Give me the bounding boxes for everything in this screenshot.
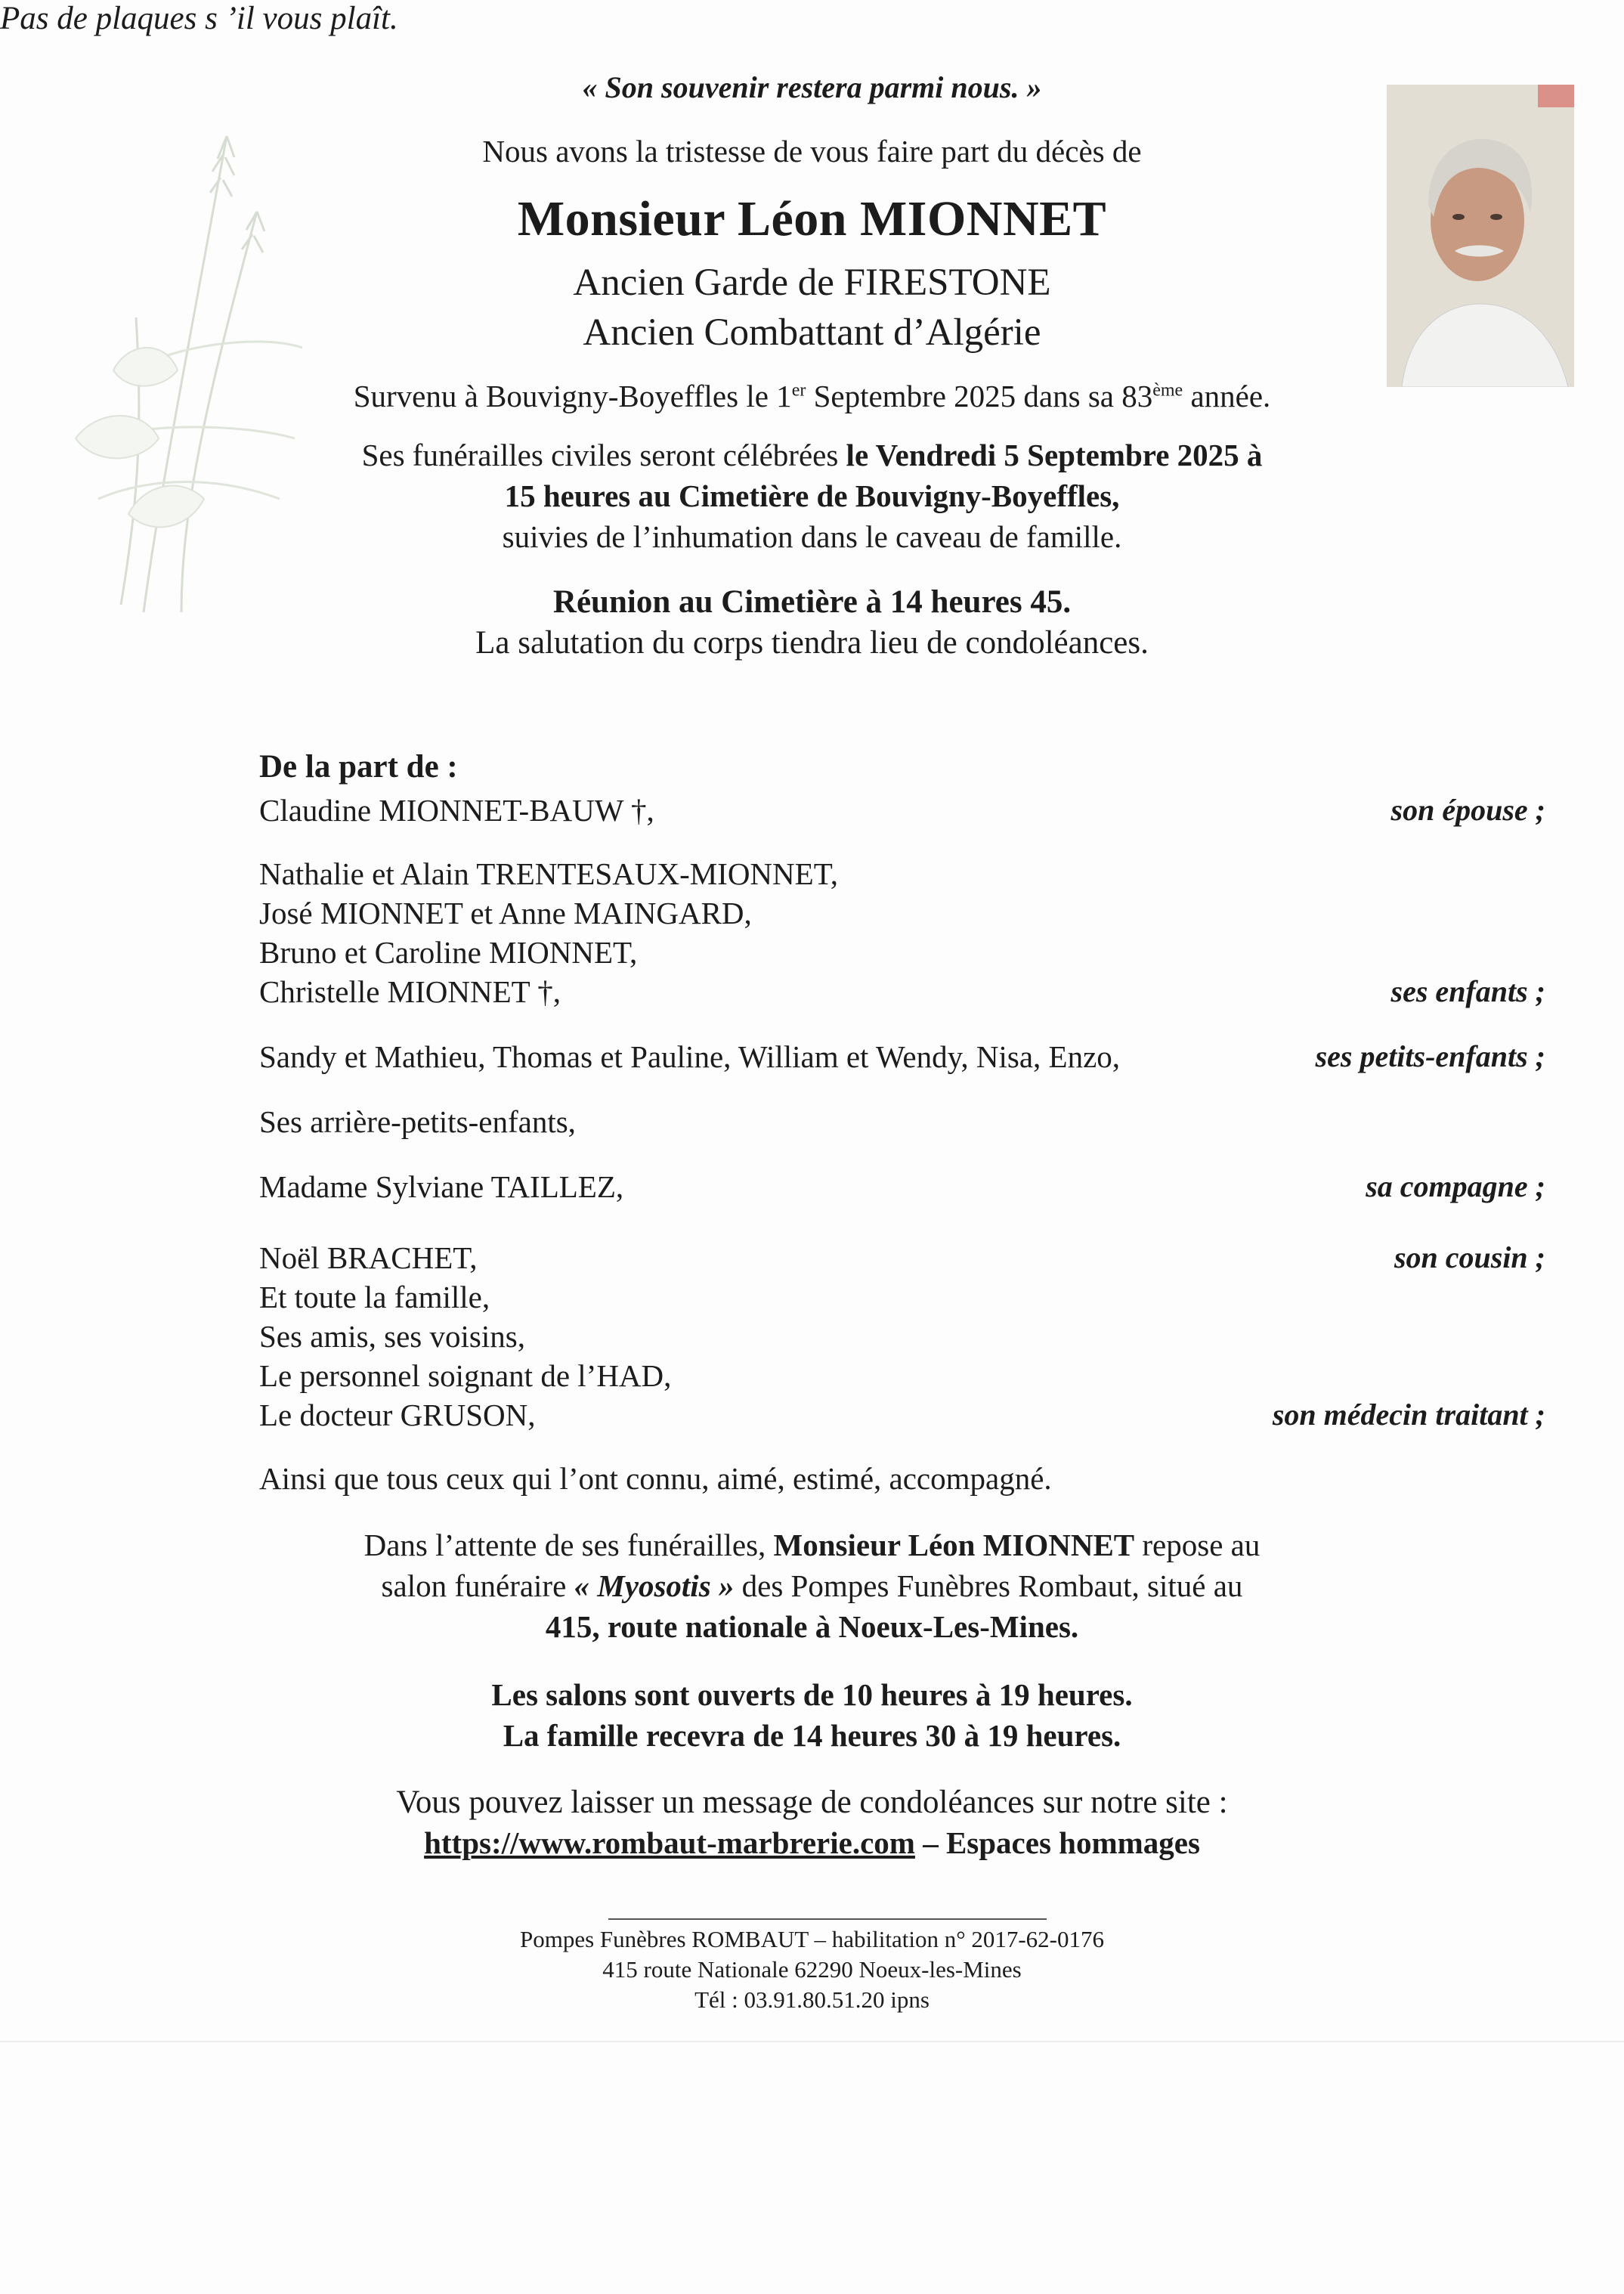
death-sup-1: er — [791, 380, 806, 401]
family-role: son cousin ; — [1394, 1240, 1545, 1274]
condolence-message-intro: Vous pouvez laisser un message de condoléances sur notre site : — [396, 1785, 1228, 1820]
deceased-name: Monsieur Léon MIONNET — [517, 191, 1107, 246]
repose-name: Monsieur Léon MIONNET — [773, 1528, 1135, 1562]
death-text-a: Survenu à Bouvigny-Boyeffles le 1 — [353, 379, 792, 413]
family-line: Le personnel soignant de l’HAD, — [259, 1358, 672, 1393]
scan-edge-divider — [0, 2041, 1624, 2042]
family-line: Claudine MIONNET-BAUW †, — [259, 793, 654, 828]
opening-hours: Les salons sont ouverts de 10 heures à 19 heures. — [491, 1677, 1133, 1712]
family-role: ses petits-enfants ; — [1315, 1039, 1545, 1073]
funeral-line-1 — [0, 437, 1624, 473]
family-line: Noël BRACHET, — [259, 1240, 478, 1275]
condolence-link-line — [0, 1825, 1624, 1861]
funeral-line-1a: Ses funérailles civiles seront célébrées — [361, 438, 846, 472]
family-line: Ainsi que tous ceux qui l’ont connu, aimé, estimé, accompagné. — [259, 1461, 1052, 1496]
family-reception-hours: La famille recevra de 14 heures 30 à 19 heures. — [503, 1718, 1121, 1753]
family-line: Le docteur GRUSON, — [259, 1398, 536, 1432]
reunion-time: Réunion au Cimetière à 14 heures 45. — [552, 584, 1072, 620]
family-line: José MIONNET et Anne MAINGARD, — [259, 896, 752, 930]
deceased-title-2: Ancien Combattant d’Algérie — [583, 311, 1041, 354]
repose-line-1a: Dans l’attente de ses funérailles, — [363, 1528, 774, 1562]
funeral-line-3: suivies de l’inhumation dans le caveau de famille. — [502, 519, 1122, 554]
family-line: Bruno et Caroline MIONNET, — [259, 935, 638, 970]
announcement-intro: Nous avons la tristesse de vous faire part du décès de — [482, 134, 1142, 169]
death-notice — [0, 378, 1624, 414]
family-line: Ses arrière-petits-enfants, — [259, 1104, 576, 1139]
funeral-line-1b: le Vendredi 5 Septembre 2025 à — [846, 438, 1263, 472]
footer-phone: Tél : 03.91.80.51.20 ipns — [694, 1986, 930, 2013]
salon-name: « Myosotis » — [574, 1568, 735, 1603]
hommages-label: – Espaces hommages — [914, 1825, 1200, 1860]
repose-line-2 — [0, 1568, 1624, 1604]
family-line: Ses amis, ses voisins, — [259, 1319, 525, 1354]
repose-line-1c: repose au — [1134, 1528, 1261, 1562]
family-role: sa compagne ; — [1366, 1169, 1545, 1203]
death-sup-2: ème — [1152, 380, 1183, 401]
death-text-c: année. — [1183, 379, 1271, 413]
memorial-quote: « Son souvenir restera parmi nous. » — [582, 70, 1042, 104]
footer-company: Pompes Funèbres ROMBAUT – habilitation n° 2017-62-0176 — [519, 1926, 1105, 1952]
footer-address: 415 route Nationale 62290 Noeux-les-Mines — [602, 1956, 1022, 1983]
repose-line-1 — [0, 1527, 1624, 1563]
family-line: Christelle MIONNET †, — [259, 974, 561, 1009]
family-line: Sandy et Mathieu, Thomas et Pauline, William et Wendy, Nisa, Enzo, — [259, 1039, 1121, 1074]
family-line: Et toute la famille, — [259, 1280, 490, 1314]
family-role: son médecin traitant ; — [1272, 1398, 1545, 1432]
repose-address: 415, route nationale à Noeux-Les-Mines. — [545, 1609, 1079, 1644]
death-text-b: Septembre 2025 dans sa 83 — [806, 379, 1153, 413]
family-role: ses enfants ; — [1390, 974, 1545, 1008]
funeral-line-2: 15 heures au Cimetière de Bouvigny-Boyeffles, — [504, 478, 1120, 513]
family-line: Nathalie et Alain TRENTESAUX-MIONNET, — [259, 856, 838, 891]
repose-line-2c: des Pompes Funèbres Rombaut, situé au — [734, 1568, 1243, 1603]
family-line: Madame Sylviane TAILLEZ, — [259, 1169, 624, 1204]
no-plaques-note: Pas de plaques s ’il vous plaît. — [0, 1, 398, 36]
family-heading: De la part de : — [259, 749, 458, 785]
website-link[interactable]: https://www.rombaut-marbrerie.com — [424, 1825, 915, 1860]
repose-line-2a: salon funéraire — [381, 1568, 574, 1603]
deceased-title-1: Ancien Garde de FIRESTONE — [573, 262, 1051, 304]
footer-divider — [608, 1918, 1047, 1920]
family-role: son épouse ; — [1390, 793, 1545, 827]
salutation-note: La salutation du corps tiendra lieu de condoléances. — [475, 625, 1149, 661]
